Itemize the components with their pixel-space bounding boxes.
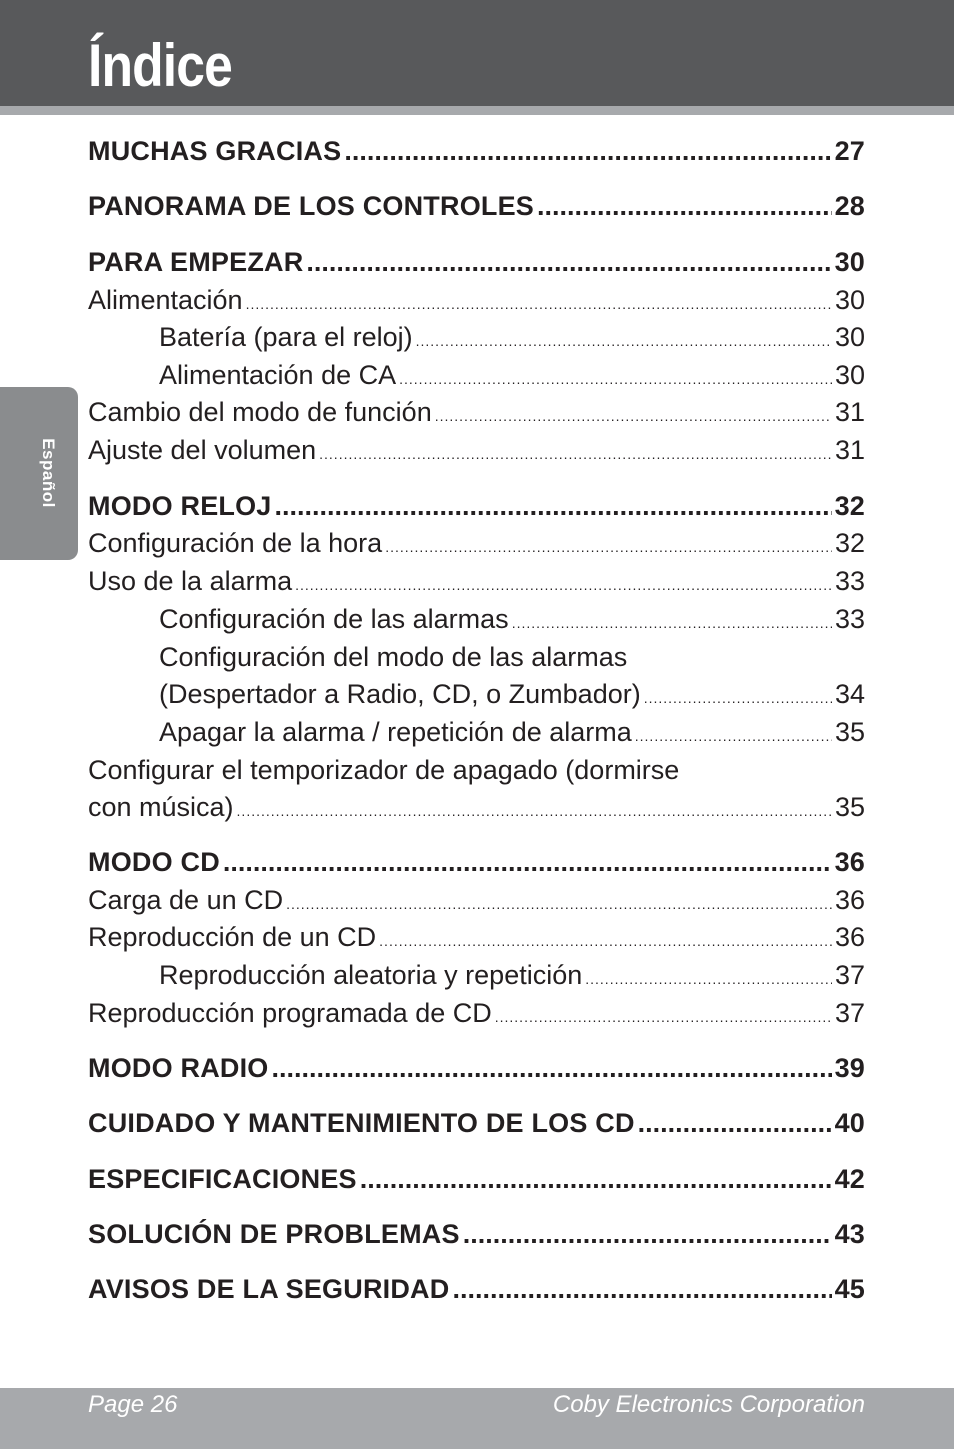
toc-entry-title-continued: con música)	[88, 792, 234, 822]
toc-entry-alimentacion	[88, 285, 865, 316]
toc-entry-page: 39	[834, 1053, 865, 1083]
toc-entry-page: 36	[834, 922, 865, 952]
toc-entry-panorama	[88, 191, 865, 222]
toc-entry-page: 40	[834, 1108, 865, 1138]
toc-leader-dots	[306, 247, 831, 278]
toc-entry-title: MODO RELOJ	[88, 491, 272, 521]
toc-entry-title: MODO RADIO	[88, 1053, 269, 1083]
toc-entry-page: 33	[834, 604, 865, 634]
toc-entry-reproduccion-programada	[88, 998, 865, 1029]
toc-entry-title: Alimentación	[88, 285, 243, 315]
toc-leader-dots	[635, 728, 832, 744]
toc-entry-page: 31	[834, 397, 865, 427]
toc-entry-page: 42	[834, 1164, 865, 1194]
toc-entry-page: 35	[834, 717, 865, 747]
toc-leader-dots	[379, 933, 832, 949]
toc-entry-title: Reproducción de un CD	[88, 922, 377, 952]
toc-entry-title: MODO CD	[88, 847, 220, 877]
toc-leader-dots	[644, 690, 832, 706]
toc-leader-dots	[435, 408, 832, 424]
toc-entry-cambio-modo	[88, 397, 865, 428]
toc-entry-title: Reproducción aleatoria y repetición	[159, 960, 583, 990]
toc-leader-dots	[344, 136, 831, 167]
toc-entry-page: 28	[834, 191, 865, 221]
toc-leader-dots	[452, 1274, 831, 1305]
toc-leader-dots	[319, 446, 832, 462]
toc-entry-title: ESPECIFICACIONES	[88, 1164, 357, 1194]
toc-entry-uso-alarma	[88, 566, 865, 597]
toc-leader-dots	[272, 1053, 832, 1084]
toc-leader-dots	[237, 803, 832, 819]
toc-entry-temporizador	[88, 755, 865, 786]
toc-leader-dots	[246, 296, 832, 312]
toc-entry-reproduccion-cd	[88, 922, 865, 953]
toc-leader-dots	[286, 896, 832, 912]
toc-entry-title: Apagar la alarma / repetición de alarma	[159, 717, 632, 747]
toc-entry-cuidado-cd	[88, 1108, 865, 1139]
toc-entry-title: Configurar el temporizador de apagado (dormirse	[88, 755, 680, 785]
toc-leader-dots	[416, 333, 832, 349]
toc-entry-title: Reproducción programada de CD	[88, 998, 492, 1028]
toc-leader-dots	[360, 1164, 832, 1195]
toc-leader-dots	[275, 491, 832, 522]
toc-entry-page: 30	[834, 360, 865, 390]
toc-entry-modo-cd	[88, 847, 865, 878]
toc-entry-solucion-problemas	[88, 1219, 865, 1250]
toc-entry-bateria	[159, 322, 865, 353]
toc-entry-title: AVISOS DE LA SEGURIDAD	[88, 1274, 450, 1304]
toc-entry-title: Carga de un CD	[88, 885, 284, 915]
toc-entry-temporizador-cont	[88, 792, 865, 823]
toc-entry-modo-radio	[88, 1053, 865, 1084]
toc-entry-title: PANORAMA DE LOS CONTROLES	[88, 191, 535, 221]
toc-leader-dots	[495, 1009, 832, 1025]
toc-entry-configuracion-alarmas	[159, 604, 865, 635]
toc-entry-page: 34	[834, 679, 865, 709]
toc-entry-page: 32	[834, 528, 865, 558]
toc-entry-muchas-gracias	[88, 136, 865, 167]
toc-entry-page: 30	[834, 322, 865, 352]
toc-entry-page: 33	[834, 566, 865, 596]
toc-entry-configuracion-modo-alarmas-cont	[159, 679, 865, 710]
toc-entry-alimentacion-ca	[159, 360, 865, 391]
toc-entry-page: 36	[834, 885, 865, 915]
toc-entry-para-empezar	[88, 247, 865, 278]
toc-entry-title: Batería (para el reloj)	[159, 322, 413, 352]
toc-leader-dots	[223, 847, 832, 878]
toc-leader-dots	[585, 971, 832, 987]
toc-entry-title: SOLUCIÓN DE PROBLEMAS	[88, 1219, 460, 1249]
toc-entry-modo-reloj	[88, 491, 865, 522]
toc-entry-title: Configuración de la hora	[88, 528, 383, 558]
toc-leader-dots	[512, 615, 832, 631]
toc-entry-page: 31	[834, 435, 865, 465]
footer-page-number: Page 26	[88, 1391, 178, 1418]
toc-entry-title: PARA EMPEZAR	[88, 247, 304, 277]
toc-leader-dots	[399, 371, 832, 387]
toc-entry-title: MUCHAS GRACIAS	[88, 136, 342, 166]
toc-entry-especificaciones	[88, 1164, 865, 1195]
footer-company: Coby Electronics Corporation	[552, 1391, 865, 1418]
toc-leader-dots	[463, 1219, 832, 1250]
toc-entry-avisos-seguridad	[88, 1274, 865, 1305]
toc-leader-dots	[638, 1108, 832, 1139]
toc-leader-dots	[537, 191, 832, 222]
toc-entry-title: CUIDADO Y MANTENIMIENTO DE LOS CD	[88, 1108, 635, 1138]
toc-entry-page: 37	[834, 998, 865, 1028]
toc-entry-apagar-alarma	[159, 717, 865, 748]
toc-entry-title-continued: (Despertador a Radio, CD, o Zumbador)	[159, 679, 641, 709]
toc-entry-title: Cambio del modo de función	[88, 397, 432, 427]
toc-entry-title: Alimentación de CA	[159, 360, 397, 390]
toc-entry-page: 45	[834, 1274, 865, 1304]
header-divider	[0, 106, 954, 115]
toc-entry-configuracion-modo-alarmas	[159, 642, 865, 673]
toc-entry-reproduccion-aleatoria	[159, 960, 865, 991]
language-tab-label: Español	[39, 438, 58, 508]
toc-entry-carga-cd	[88, 885, 865, 916]
toc-entry-configuracion-hora	[88, 528, 865, 559]
toc-entry-title: Ajuste del volumen	[88, 435, 317, 465]
toc-entry-title: Configuración de las alarmas	[159, 604, 509, 634]
toc-entry-page: 37	[834, 960, 865, 990]
toc-entry-page: 27	[834, 136, 865, 166]
toc-entry-ajuste-volumen	[88, 435, 865, 466]
toc-entry-page: 36	[834, 847, 865, 877]
toc-entry-title: Uso de la alarma	[88, 566, 293, 596]
toc-leader-dots	[295, 577, 832, 593]
page-title: Índice	[88, 32, 232, 99]
toc-entry-page: 35	[834, 792, 865, 822]
toc-entry-page: 32	[834, 491, 865, 521]
toc-leader-dots	[385, 539, 832, 555]
toc-entry-page: 43	[834, 1219, 865, 1249]
toc-entry-page: 30	[834, 285, 865, 315]
toc-entry-page: 30	[834, 247, 865, 277]
toc-entry-title: Configuración del modo de las alarmas	[159, 642, 628, 672]
